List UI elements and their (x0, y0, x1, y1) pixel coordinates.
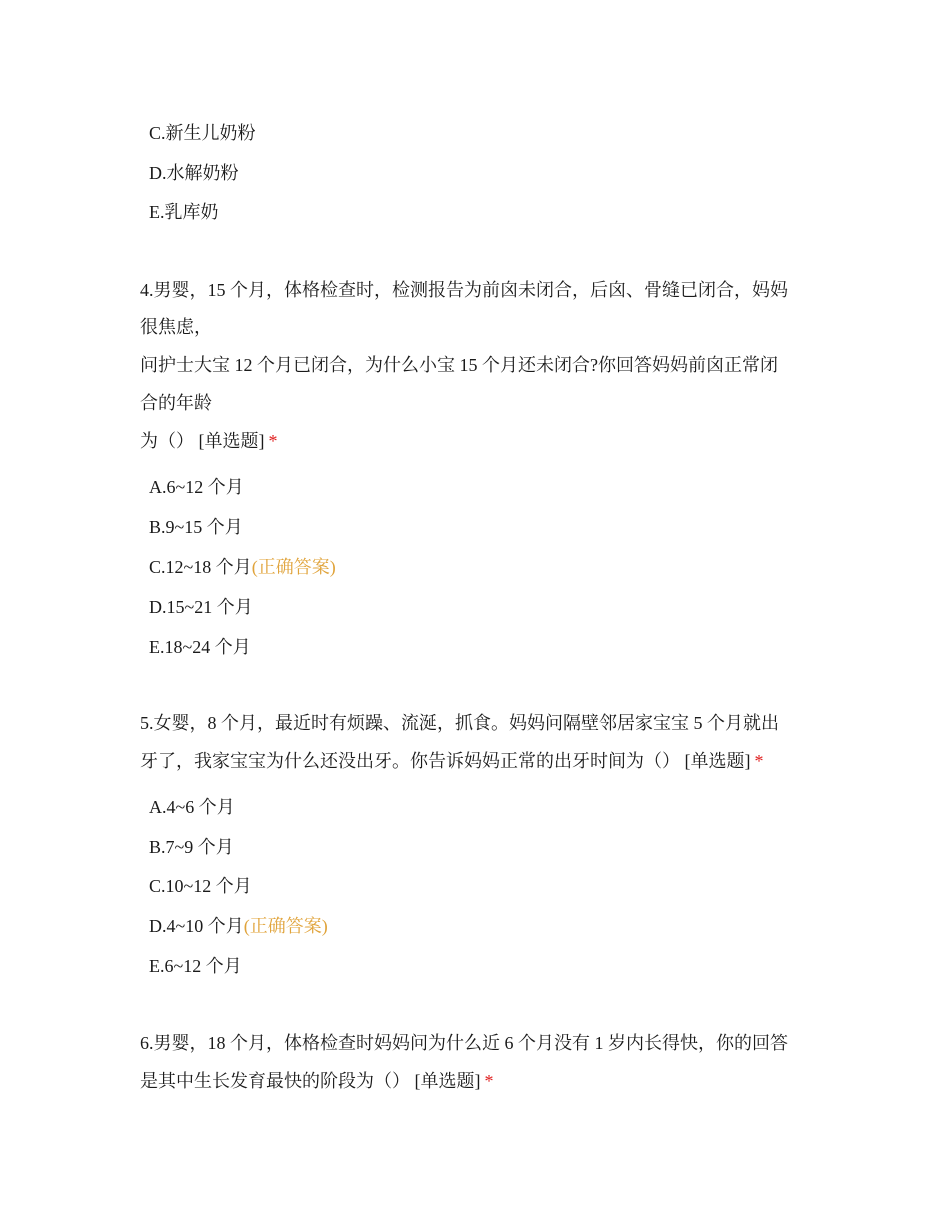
q4-question-type: 为（） [单选题] (140, 431, 265, 451)
correct-answer-note: (正确答案) (251, 557, 336, 577)
q5-option-d-label: D.4~10 个月 (149, 916, 244, 936)
q5-option-d[interactable] (149, 914, 328, 938)
q4-option-e[interactable]: E.18~24 个月 (149, 637, 251, 657)
q4-text-line-5 (140, 428, 278, 454)
q5-text-line-2-body: 牙了，我家宝宝为什么还没出牙。你告诉妈妈正常的出牙时间为（） [单选题] (140, 751, 751, 771)
required-asterisk: * (754, 751, 764, 771)
q4-option-d[interactable]: D.15~21 个月 (149, 597, 253, 617)
q4-text-line-4: 合的年龄 (140, 393, 212, 413)
q6-text-line-2 (140, 1068, 494, 1094)
q4-option-a[interactable]: A.6~12 个月 (149, 477, 244, 497)
q4-option-b[interactable]: B.9~15 个月 (149, 517, 243, 537)
q3-option-d[interactable]: D.水解奶粉 (149, 163, 239, 183)
required-asterisk: * (484, 1071, 494, 1091)
q5-option-a[interactable]: A.4~6 个月 (149, 797, 235, 817)
q5-text-line-2 (140, 748, 764, 774)
q4-option-c[interactable] (149, 555, 336, 579)
q5-text-line-1: 5.女婴，8 个月，最近时有烦躁、流涎，抓食。妈妈问隔壁邻居家宝宝 5 个月就出 (140, 713, 779, 733)
q5-option-b[interactable]: B.7~9 个月 (149, 837, 234, 857)
q6-text-line-1: 6.男婴，18 个月，体格检查时妈妈问为什么近 6 个月没有 1 岁内长得快，你的回答 (140, 1033, 788, 1053)
q5-option-c[interactable]: C.10~12 个月 (149, 876, 252, 896)
q4-option-c-label: C.12~18 个月 (149, 557, 252, 577)
correct-answer-note: (正确答案) (243, 916, 328, 936)
q3-option-e[interactable]: E.乳库奶 (149, 202, 219, 222)
q4-text-line-1: 4.男婴，15 个月，体格检查时，检测报告为前囟未闭合，后囟、骨缝已闭合，妈妈 (140, 280, 788, 300)
q5-option-e[interactable]: E.6~12 个月 (149, 956, 242, 976)
q4-text-line-2: 很焦虑， (140, 317, 212, 337)
required-asterisk: * (268, 431, 278, 451)
q4-text-line-3: 问护士大宝 12 个月已闭合，为什么小宝 15 个月还未闭合?你回答妈妈前囟正常闭 (140, 355, 778, 375)
q3-option-c[interactable]: C.新生儿奶粉 (149, 123, 256, 143)
q6-text-line-2-body: 是其中生长发育最快的阶段为（） [单选题] (140, 1071, 481, 1091)
